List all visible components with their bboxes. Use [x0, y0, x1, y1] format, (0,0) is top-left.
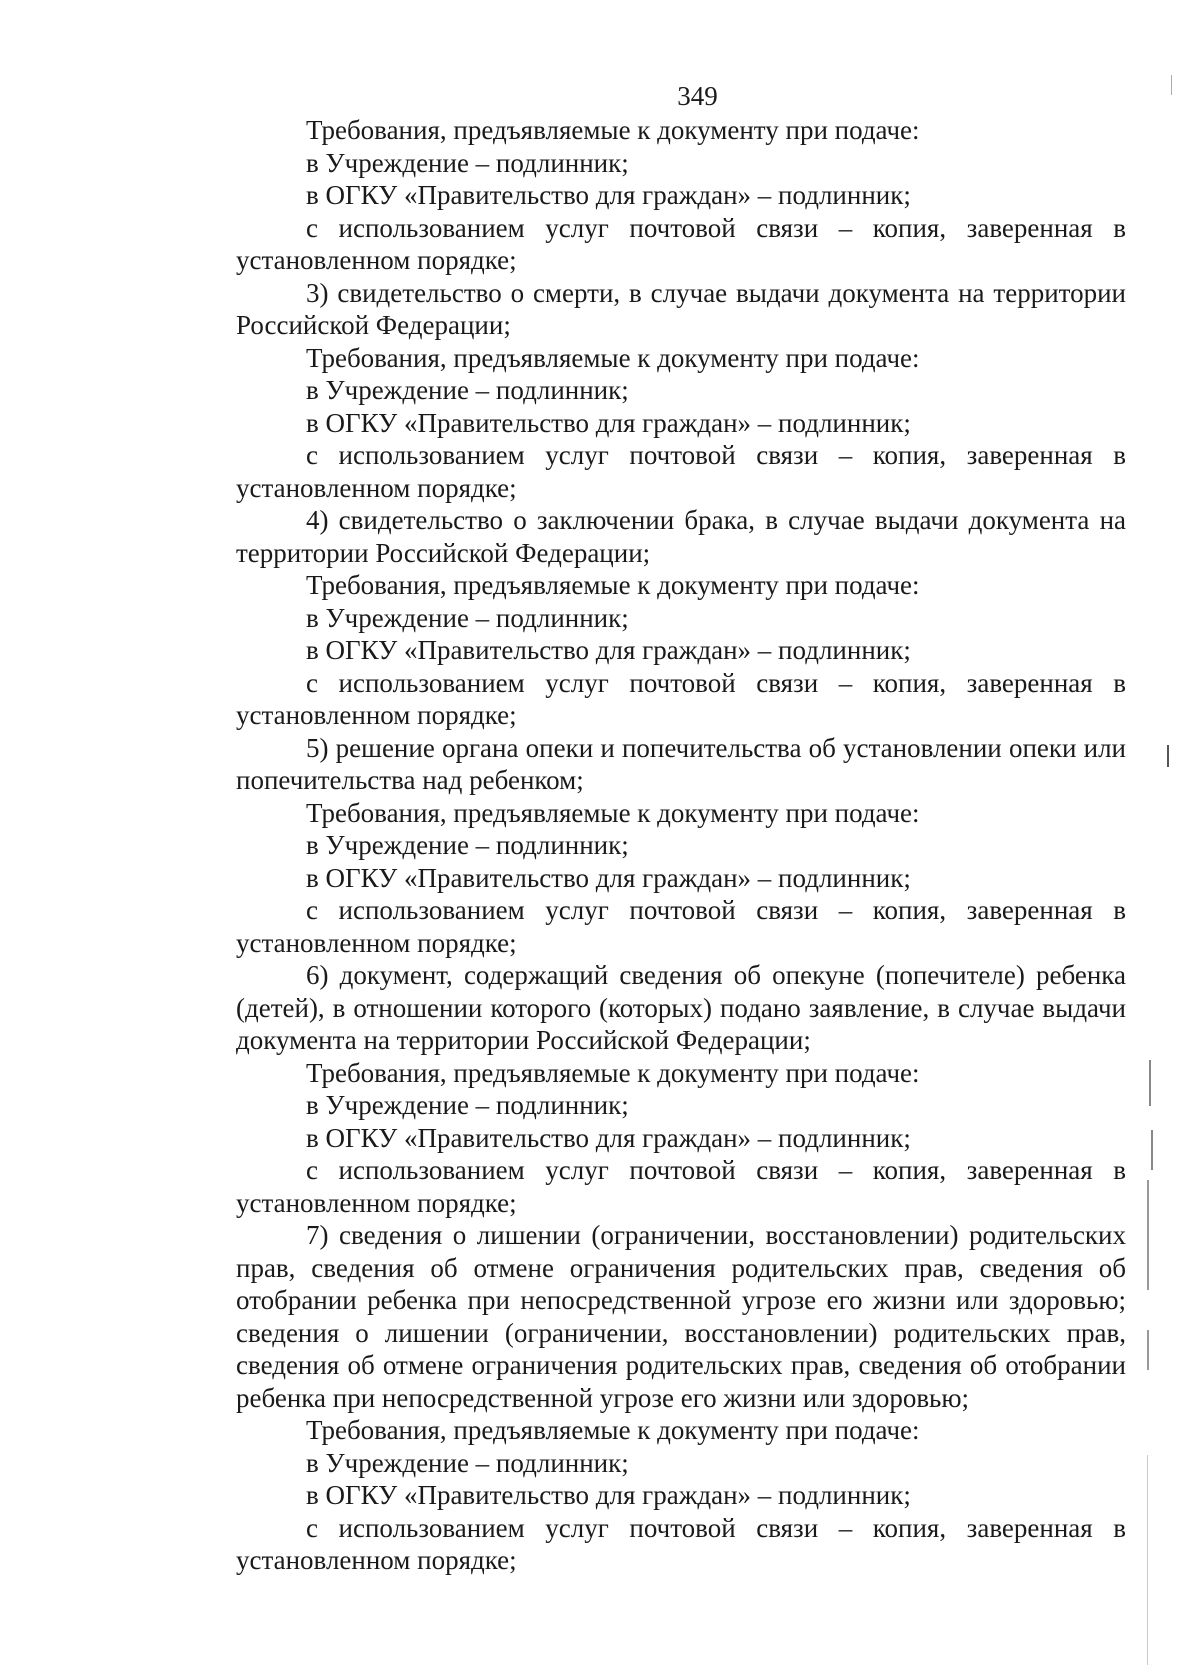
requirements-heading: Требования, предъявляемые к документу при подаче:	[306, 115, 920, 145]
requirements-heading: Требования, предъявляемые к документу при подаче:	[306, 797, 920, 828]
scan-margin-line	[1147, 1455, 1148, 1665]
page-number: 349	[677, 81, 718, 111]
scan-margin-line	[1171, 75, 1172, 95]
requirement-postal: с использованием услуг почтовой связи – копия, заверенная в установленном порядке;	[236, 440, 1126, 503]
requirement-ogku: в ОГКУ «Правительство для граждан» – подлинник;	[306, 1480, 911, 1510]
document-item-6: 6) документ, содержащий сведения об опекуне (попечителе) ребенка (детей), в отношении которого (которых) подано заявление, в случае выдачи документа на территории Российской Федерации;	[236, 960, 1126, 1055]
requirement-postal: с использованием услуг почтовой связи – копия, заверенная в установленном порядке;	[236, 212, 1126, 275]
requirements-heading: Требования, предъявляемые к документу при подаче:	[306, 1415, 920, 1445]
requirement-institution: в Учреждение – подлинник;	[306, 375, 629, 405]
document-body	[236, 114, 1126, 1577]
requirement-ogku: в ОГКУ «Правительство для граждан» – подлинник;	[306, 1122, 911, 1153]
requirement-institution: в Учреждение – подлинник;	[306, 602, 629, 633]
scan-margin-line	[1147, 1330, 1149, 1370]
requirement-ogku: в ОГКУ «Правительство для граждан» – подлинник;	[306, 407, 911, 438]
document-item-3: 3) свидетельство о смерти, в случае выдачи документа на территории Российской Федерации;	[236, 277, 1126, 340]
requirement-postal: с использованием услуг почтовой связи – копия, заверенная в установленном порядке;	[236, 1155, 1126, 1218]
requirement-institution: в Учреждение – подлинник;	[306, 1447, 629, 1478]
requirement-postal: с использованием услуг почтовой связи – копия, заверенная в установленном порядке;	[236, 895, 1126, 958]
requirement-postal: с использованием услуг почтовой связи – копия, заверенная в установленном порядке;	[236, 667, 1126, 730]
requirement-ogku: в ОГКУ «Правительство для граждан» – подлинник;	[306, 635, 911, 665]
requirement-postal: с использованием услуг почтовой связи – копия, заверенная в установленном порядке;	[236, 1512, 1126, 1575]
scan-margin-line	[1149, 1060, 1151, 1106]
scan-margin-line	[1147, 1180, 1149, 1290]
requirement-institution: в Учреждение – подлинник;	[306, 1090, 629, 1120]
scan-margin-line	[1151, 1130, 1153, 1170]
document-item-5: 5) решение органа опеки и попечительства об установлении опеки или попечительства над ребенком;	[236, 732, 1126, 795]
requirements-heading: Требования, предъявляемые к документу при подаче:	[306, 342, 920, 373]
requirements-heading: Требования, предъявляемые к документу при подаче:	[306, 1057, 920, 1088]
requirements-heading: Требования, предъявляемые к документу при подаче:	[306, 570, 920, 600]
document-item-4: 4) свидетельство о заключении брака, в случае выдачи документа на территории Российской Федерации;	[236, 505, 1126, 568]
requirement-institution: в Учреждение – подлинник;	[306, 147, 629, 178]
requirement-ogku: в ОГКУ «Правительство для граждан» – подлинник;	[306, 862, 911, 893]
document-item-7: 7) сведения о лишении (ограничении, восстановлении) родительских прав, сведения об отмене ограничения родительских прав, сведения об отобрании ребенка при непосредственной угрозе его жизни или здоровью; сведения о лишении (ограничении, восстановлении) родительских прав, сведения об отмене ограничения родительских прав, сведения об отобрании ребенка при непосредственной угрозе его жизни или здоровью;	[236, 1220, 1126, 1413]
requirement-ogku: в ОГКУ «Правительство для граждан» – подлинник;	[306, 180, 911, 210]
scan-margin-line	[1167, 745, 1169, 767]
requirement-institution: в Учреждение – подлинник;	[306, 830, 629, 860]
